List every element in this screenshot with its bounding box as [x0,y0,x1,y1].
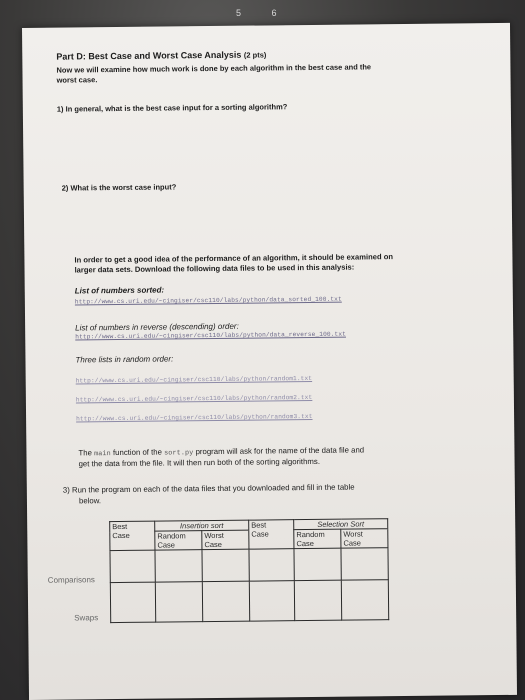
reverse-url-link[interactable]: http://www.cs.uri.edu/~cingiser/csc110/labs/python/data_reverse_100.txt [75,330,346,341]
part-title-text: Part D: Best Case and Worst Case Analysis [56,49,242,62]
part-points: (2 pts) [243,50,267,60]
cell-swaps-5[interactable] [294,580,341,620]
col-worst-insertion: Worst Case [202,530,249,549]
main-desc-line-2: get the data from the file. It will then run both of the sorting algorithms. [78,456,321,469]
random-url-link-1[interactable]: http://www.cs.uri.edu/~cingiser/csc110/labs/python/random1.txt [75,374,313,385]
perf-line-1: In order to get a good idea of the performance of an algorithm, it should be examined on [74,252,394,265]
question-1: 1) In general, what is the best case input for a sorting algorithm? [56,102,288,114]
col-random-insertion: Random Case [155,531,202,550]
reverse-label: List of numbers in reverse (descending) order: [75,321,239,333]
cell-comparisons-6[interactable] [341,548,388,580]
intro-line-1: Now we will examine how much work is done by each algorithm in the best case and the [56,62,372,75]
cell-comparisons-3[interactable] [202,549,249,581]
perf-line-2: larger data sets. Download the following data files to be used in this analysis: [74,262,355,275]
random-label: Three lists in random order: [75,354,174,365]
group-insertion-sort: Insertion sort [155,520,249,531]
row-label-swaps: Swaps [74,613,99,623]
results-table [109,518,389,623]
table-row-swaps [110,580,388,623]
page-number-marks: 5 6 [236,8,291,18]
main-desc-part-3: program will ask for the name of the data file and [195,445,365,457]
cell-comparisons-5[interactable] [294,548,341,580]
cell-comparisons-1[interactable] [110,550,155,582]
col-best-selection: Best Case [249,520,294,549]
group-selection-sort: Selection Sort [294,519,388,530]
col-best-insertion: Best Case [110,521,155,550]
sorted-url-link[interactable]: http://www.cs.uri.edu/~cingiser/csc110/labs/python/data_sorted_100.txt [74,295,342,306]
cell-comparisons-2[interactable] [155,550,202,582]
question-2: 2) What is the worst case input? [61,182,177,193]
sort-py-code: sort.py [164,449,194,458]
question-3-line-1: 3) Run the program on each of the data files that you downloaded and fill in the table [62,482,355,495]
cell-swaps-6[interactable] [341,580,388,620]
main-desc-part-1: The [78,448,92,458]
cell-comparisons-4[interactable] [249,549,294,581]
cell-swaps-1[interactable] [110,582,155,622]
question-3-line-2: below. [78,496,102,506]
cell-swaps-3[interactable] [202,581,249,621]
random-url-link-3[interactable]: http://www.cs.uri.edu/~cingiser/csc110/labs/python/random3.txt [76,412,313,423]
random-url-link-2[interactable]: http://www.cs.uri.edu/~cingiser/csc110/labs/python/random2.txt [75,393,313,404]
main-code: main [94,450,111,459]
intro-line-2: worst case. [56,75,98,85]
worksheet-page [22,23,517,700]
cell-swaps-4[interactable] [249,581,294,621]
col-random-selection: Random Case [294,529,341,548]
row-label-comparisons: Comparisons [47,575,95,585]
part-title [56,49,266,61]
main-desc-part-2: function of the [112,447,162,458]
table-row-comparisons [110,548,388,583]
col-worst-selection: Worst Case [341,529,388,548]
cell-swaps-2[interactable] [155,582,202,622]
sorted-label: List of numbers sorted: [74,285,165,296]
main-desc-line-1 [78,445,364,458]
